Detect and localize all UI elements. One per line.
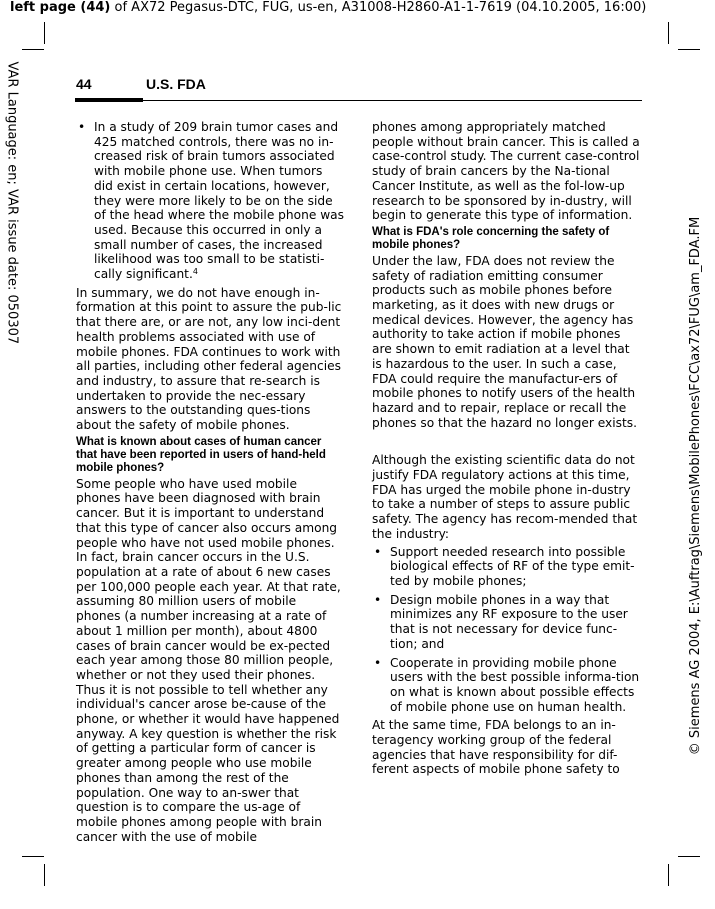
right-column bbox=[372, 120, 642, 780]
list-item bbox=[76, 120, 344, 282]
list-item: • Design mobile phones in a way that minimizes any RF exposure to the user that is not necessary for device func-tion; and bbox=[372, 593, 642, 652]
paragraph: At the same time, FDA belongs to an in-teragency working group of the federal agencies that have responsibility for dif-ferent aspects of mobile phone safety to bbox=[372, 718, 620, 777]
crop-mark bbox=[678, 49, 700, 50]
paragraph: Although the existing scientific data do not justify FDA regulatory actions at this time, FDA has urged the mobile phone in-dustry to take a number of steps to assure public safety. The agency has recom-mended that the industry: bbox=[372, 453, 638, 541]
paragraph: phones among appropriately matched people without brain cancer. This is called a case-control study. The current case-control study of brain cancers by the Na-tional Cancer Institute, as well as the fol-low-up research to be sponsored by in-dustry, will begin to generate this type of information. bbox=[372, 120, 640, 223]
left-column bbox=[76, 120, 344, 847]
list-item: • Cooperate in providing mobile phone users with the best possible informa-tion on what is known about possible effects of mobile phone use on human health. bbox=[372, 656, 642, 715]
header-bar bbox=[75, 98, 143, 102]
crop-mark bbox=[22, 49, 44, 50]
section-title: U.S. FDA bbox=[146, 76, 206, 92]
spacer bbox=[372, 433, 642, 453]
header-rule bbox=[143, 100, 642, 101]
list-item: • Support needed research into possible biological effects of RF of the type emit-ted by mobile phones; bbox=[372, 545, 642, 589]
crop-mark bbox=[678, 856, 700, 857]
bullet-list bbox=[372, 545, 642, 715]
crop-mark bbox=[44, 22, 45, 44]
crop-mark bbox=[668, 22, 669, 44]
section-heading: What is known about cases of human cancer that have been reported in users of hand-held mobile phones? bbox=[76, 435, 326, 474]
copyright-path: © Siemens AG 2004, E:\Auftrag\Siemens\MobilePhones\FCC\ax72\FUG\am_FDA.FM bbox=[688, 216, 703, 756]
crop-mark bbox=[22, 856, 44, 857]
paragraph: Some people who have used mobile phones have been diagnosed with brain cancer. But it is important to understand that this type of cancer also occurs among people who have not used mobile phones. In fact, brain cancer occurs in the U.S. population at a rate of about 6 new cases per 100,000 people each year. At that rate, assuming 80 million users of mobile phones (a number increasing at a rate of about 1 million per month), about 4800 cases of brain cancer would be ex-pected each year among those 80 million people, whether or not they used their phones. Thus it is not possible to tell whether any individual's cancer arose be-cause of the phone, or whether it would have happened anyway. A key question is whether the risk of getting a particular form of cancer is greater among people who use mobile phones than among the rest of the population. One way to an-swer that question is to compare the us-age of mobile phones among people with brain cancer with the use of mobile bbox=[76, 476, 341, 844]
page-number: 44 bbox=[76, 76, 92, 92]
footnote-marker: 4 bbox=[192, 267, 198, 277]
paragraph: In summary, we do not have enough in-formation at this point to assure the pub-lic that there are, or are not, any low inci-dent health problems associated with use of mobile phones. FDA continues to work with all parties, including other federal agencies and industry, to assure that re-search is undertaken to provide the nec-essary answers to the outstanding ques-tions about the safety of mobile phones. bbox=[76, 285, 342, 433]
crop-mark bbox=[44, 864, 45, 886]
bullet-text: In a study of 209 brain tumor cases and 425 matched controls, there was no in-creased risk of brain tumors associated with mobile phone use. When tumors did exist in certain locations, however, they were more likely to be on the side of the head where the mobile phone was used. Because this occurred in only a small number of cases, the increased likelihood was too small to be statisti-cally significant. bbox=[94, 120, 344, 282]
crop-mark bbox=[668, 864, 669, 886]
paragraph: Under the law, FDA does not review the safety of radiation emitting consumer products such as mobile phones before marketing, as it does with new drugs or medical devices. However, the agency has authority to take action if mobile phones are shown to emit radiation at a level that is hazardous to the user. In such a case, FDA could require the manufactur-ers of mobile phones to notify users of the health hazard and to repair, replace or recall the phones so that the hazard no longer exists. bbox=[372, 253, 637, 430]
print-info-line bbox=[10, 0, 710, 16]
section-heading: What is FDA's role concerning the safety of mobile phones? bbox=[372, 225, 610, 251]
print-info-page: left page (44) bbox=[10, 0, 111, 15]
var-language-info: VAR Language: en; VAR issue date: 050307 bbox=[4, 61, 20, 345]
print-info-details: of AX72 Pegasus-DTC, FUG, us-en, A31008-H2860-A1-1-7619 (04.10.2005, 16:00) bbox=[110, 0, 647, 15]
